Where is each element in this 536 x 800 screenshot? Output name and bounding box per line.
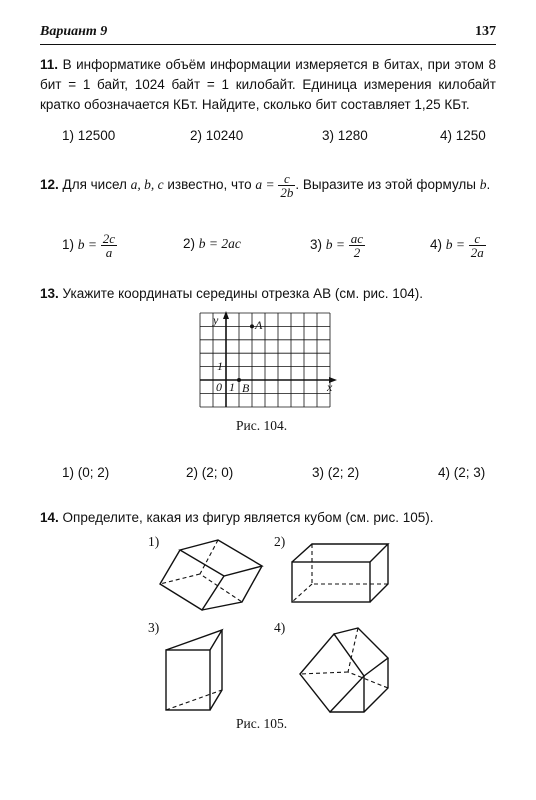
figure-label-1: 1) [148,534,160,549]
unit-x-label: 1 [229,380,235,394]
question-text: Для чисел [62,177,131,193]
answer-label: 3) [310,237,323,253]
question-text: Определите, какая из фигур является кубом (см. рис. 105). [62,510,434,525]
question-14 [40,508,510,528]
answer-lhs: b = [325,237,346,253]
answer-option: 2) 10240 [190,128,244,143]
answer-label: 4) [430,237,443,253]
figure-2-box [288,540,398,606]
question-text: . Выразите из этой формулы [295,177,480,193]
answer-label: 1) [62,237,75,253]
figure-3-prism [160,624,250,714]
answer-option: 3) 1280 [322,128,368,143]
variables: a, b, c [130,177,164,193]
question-text: . [486,177,491,193]
target-variable: b [479,177,487,193]
answer-option: 3) (2; 2) [312,465,360,480]
answer-option: 1) (0; 2) [62,465,110,480]
figure-4-cube [296,624,396,716]
point-b-marker [237,378,241,382]
figure-1-parallelepiped [150,532,270,614]
answer-option: 4) (2; 3) [438,465,486,480]
answer-lhs: b = [77,237,98,253]
question-number: 12. [40,177,59,193]
page-number: 137 [475,24,496,39]
question-12 [40,172,510,199]
formula-fraction [278,172,295,199]
figure-label-4: 4) [274,620,286,635]
fraction-denominator: 2a [470,245,484,260]
header-rule [40,44,496,45]
variant-header: Вариант 9 [40,24,108,39]
question-13 [40,284,510,304]
figure-caption: Рис. 105. [236,716,288,731]
answer-option [183,236,241,252]
fraction-denominator: a [105,245,113,260]
point-b-label: B [242,381,250,395]
figure-caption: Рис. 104. [236,418,288,433]
answer-option: 4) 1250 [440,128,486,143]
formula-lhs: a = [255,177,275,193]
point-a-label: A [255,318,263,332]
question-number: 11. [40,57,59,72]
question-11 [40,55,496,115]
fraction-denominator: 2b [280,185,294,200]
answer-fraction [349,232,365,259]
point-a-marker [250,324,254,328]
x-axis-label: x [327,380,333,394]
question-text: Укажите координаты середины отрезка AB (см. рис. 104). [62,286,424,301]
answer-option [310,232,365,259]
figure-label-2: 2) [274,534,286,549]
answer-fraction [101,232,117,259]
figure-label-3: 3) [148,620,160,635]
unit-y-label: 1 [217,359,223,373]
answer-option [62,232,117,259]
fraction-numerator: 2c [102,231,116,246]
answer-label: 2) [183,236,196,251]
fraction-denominator: 2 [353,245,361,260]
answer-option: 1) 12500 [62,128,116,143]
question-number: 13. [40,286,59,301]
answer-fraction [469,232,486,259]
answer-option [430,232,486,259]
y-axis-label: y [213,313,219,327]
answer-expression: b = 2ac [198,236,241,251]
question-number: 14. [40,510,59,525]
fraction-numerator: c [278,172,295,186]
question-text: В информатике объём информации измеряется в битах, при этом 8 бит = 1 байт, 1024 байт = 1 килобайт. Единица измерения килобайт кратко обозначается КБт. Найдите, сколько бит составляет 1,25 КБт. [40,57,496,112]
fraction-numerator: c [469,232,486,246]
answer-option: 2) (2; 0) [186,465,234,480]
coordinate-grid-figure [198,311,338,411]
question-text: известно, что [163,177,256,193]
origin-label: 0 [216,380,222,394]
fraction-numerator: ac [350,231,364,246]
answer-lhs: b = [445,237,466,253]
